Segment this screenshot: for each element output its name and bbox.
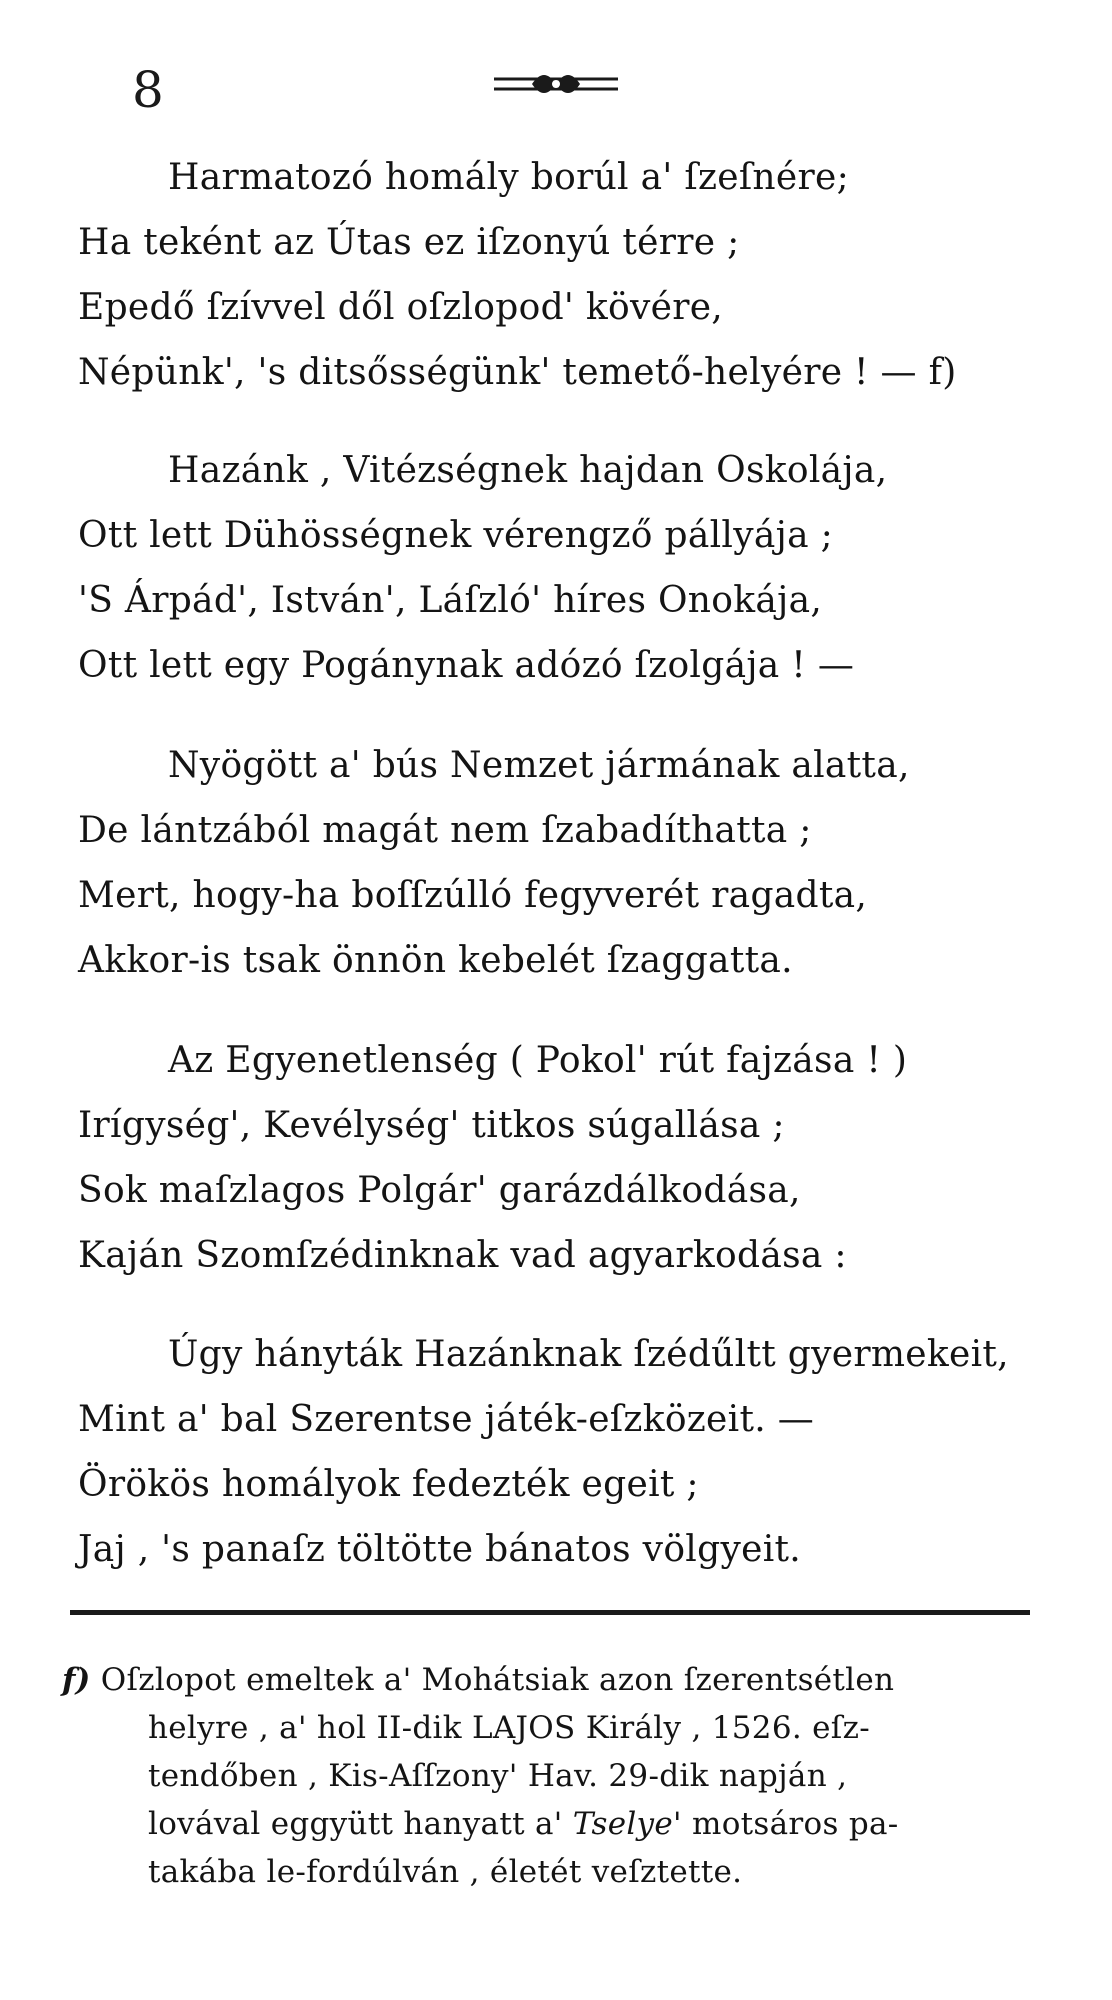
verse-line: Jaj , 's panaſz töltötte bánatos völgyeit.: [78, 1529, 802, 1570]
footnote-text: motsáros pa-: [681, 1806, 899, 1842]
footnote-line-3: tendőben , Kis-Aſſzony' Hav. 29-dik napján ,: [148, 1758, 848, 1794]
verse-line: Kaján Szomſzédinknak vad agyarkodása :: [78, 1235, 847, 1276]
verse-line: Úgy hányták Hazánknak ſzédűltt gyermekeit,: [168, 1334, 1009, 1375]
verse-line: Mint a' bal Szerentse játék-eſzközeit. —: [78, 1399, 815, 1440]
footnote-text: Oſzlopot emeltek a' Mohátsiak azon ſzerentsétlen: [100, 1662, 895, 1698]
verse-line: Ott lett Dühösségnek vérengző pállyája ;: [78, 515, 834, 556]
footnote-line-5: takába le-fordúlván , életét veſztette.: [148, 1854, 743, 1890]
verse-line: Népünk', 's ditsősségünk' temető-helyére ! — f): [78, 352, 957, 393]
verse-line: Nyögött a' bús Nemzet jármának alatta,: [168, 745, 910, 786]
verse-line: 'S Árpád', István', Láſzló' híres Onokája,: [78, 580, 823, 621]
footnote-divider: [70, 1610, 1030, 1615]
footnote-line-2: helyre , a' hol II-dik LAJOS Király , 1526. eſz-: [148, 1710, 870, 1746]
footnote-line-4: [148, 1804, 899, 1844]
verse-line: Harmatozó homály borúl a' ſzeſnére;: [168, 157, 850, 198]
verse-line: Hazánk , Vitézségnek hajdan Oskolája,: [168, 450, 888, 491]
verse-line: Örökös homályok fedezték egeit ;: [78, 1464, 699, 1505]
verse-line: Az Egyenetlenség ( Pokol' rút fajzása ! ): [168, 1040, 908, 1081]
verse-line: Ha teként az Útas ez iſzonyú térre ;: [78, 222, 740, 263]
footnote-line-1: [62, 1660, 894, 1700]
verse-line: Ott lett egy Pogánynak adózó ſzolgája ! —: [78, 645, 855, 686]
verse-line: Epedő ſzívvel dől oſzlopod' kövére,: [78, 287, 724, 328]
verse-line: Akkor-is tsak önnön kebelét ſzaggatta.: [78, 940, 793, 981]
ornament-icon: [492, 70, 620, 98]
footnote-text: lovával eggyütt hanyatt a': [148, 1806, 573, 1842]
verse-line: Mert, hogy-ha boſſzúlló fegyverét ragadta,: [78, 875, 868, 916]
verse-line: De lántzából magát nem ſzabadíthatta ;: [78, 810, 812, 851]
page-number: 8: [132, 61, 164, 119]
verse-line: Sok maſzlagos Polgár' garázdálkodása,: [78, 1170, 801, 1211]
verse-line: Irígység', Kevélység' titkos súgallása ;: [78, 1105, 785, 1146]
footnote-italic-name: Tselye': [572, 1806, 682, 1842]
footnote-mark: f): [62, 1662, 91, 1698]
